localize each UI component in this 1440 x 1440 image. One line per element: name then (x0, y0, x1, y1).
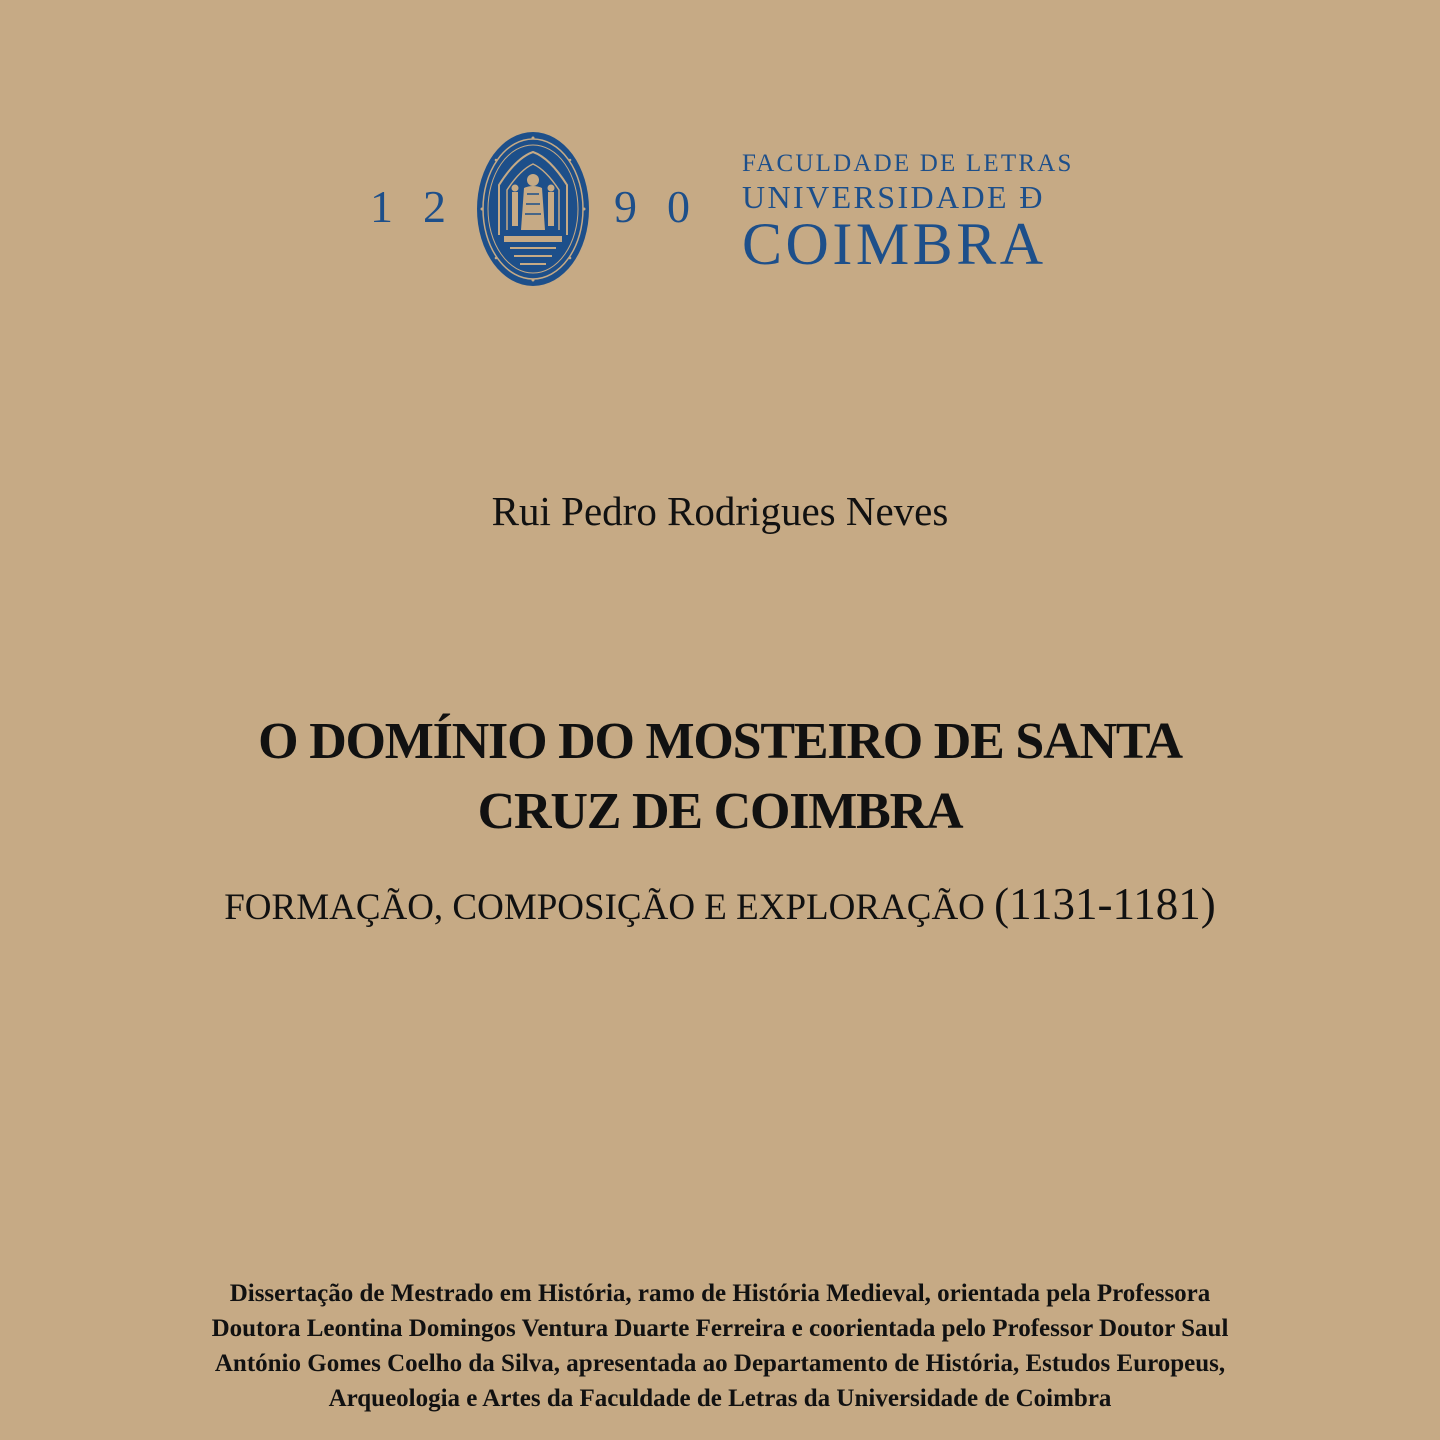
author-name: Rui Pedro Rodrigues Neves (491, 488, 949, 534)
thesis-subtitle (80, 876, 1360, 936)
year-left: 12 (370, 181, 476, 232)
title-line-1: O DOMÍNIO DO MOSTEIRO DE SANTA (258, 713, 1182, 770)
description-line-4: Arqueologia e Artes da Faculdade de Letras da Universidade de Coimbra (328, 1385, 1112, 1412)
subtitle-text: FORMAÇÃO, COMPOSIÇÃO E EXPLORAÇÃO (224, 887, 985, 928)
university-name: UNIVERSIDADE Ð (742, 179, 1045, 215)
dissertation-description (140, 1276, 1300, 1416)
city-name: COIMBRA (742, 211, 1047, 277)
thesis-title (100, 707, 1340, 847)
faculty-name: FACULDADE DE LETRAS (742, 150, 1074, 177)
description-line-3: António Gomes Coelho da Silva, apresentada ao Departamento de História, Estudos Europeus, (214, 1350, 1226, 1377)
year-right: 90 (614, 181, 720, 232)
title-line-2: CRUZ DE COIMBRA (477, 783, 963, 840)
description-line-1: Dissertação de Mestrado em História, ramo de História Medieval, orientada pela Professora (229, 1280, 1211, 1307)
description-line-2: Doutora Leontina Domingos Ventura Duarte Ferreira e coorientada pelo Professor Doutor Saul (211, 1315, 1229, 1342)
subtitle-years: (1131-1181) (994, 879, 1216, 929)
university-seal-icon (474, 130, 592, 288)
university-wordmark (742, 150, 1074, 277)
